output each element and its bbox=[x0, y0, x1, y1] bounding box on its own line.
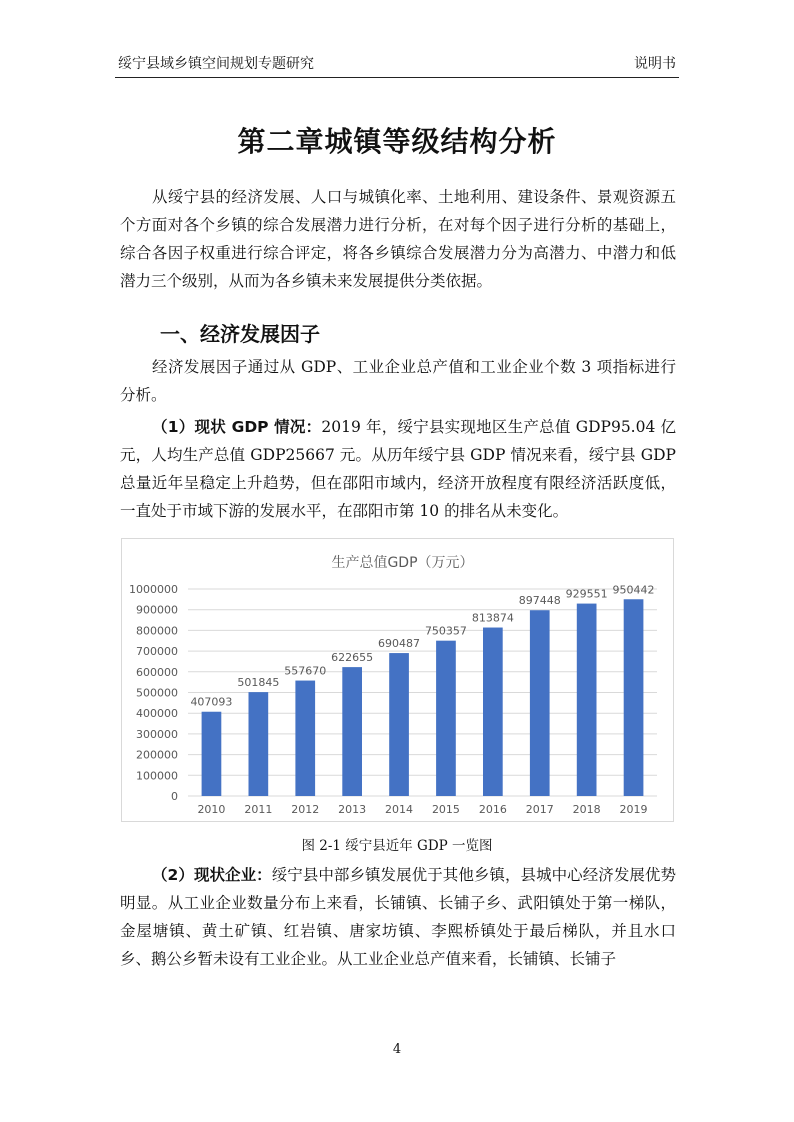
data-label: 897448 bbox=[518, 594, 561, 608]
data-label: 690487 bbox=[378, 637, 421, 651]
header-title: 绥宁县域乡镇空间规划专题研究 bbox=[118, 56, 314, 72]
bar bbox=[249, 692, 269, 796]
figure-caption: 图 2-1 绥宁县近年 GDP 一览图 bbox=[301, 838, 493, 854]
x-tick-label: 2017 bbox=[525, 803, 554, 816]
data-label: 950442 bbox=[612, 583, 655, 597]
data-label: 407093 bbox=[190, 695, 233, 709]
bar bbox=[295, 681, 315, 796]
x-tick-label: 2015 bbox=[431, 803, 460, 816]
bar bbox=[483, 628, 503, 796]
y-tick-label: 400000 bbox=[136, 707, 178, 721]
y-tick-label: 900000 bbox=[136, 603, 178, 617]
page-number: 4 bbox=[392, 1042, 402, 1057]
data-label: 557670 bbox=[284, 664, 327, 678]
y-tick-label: 500000 bbox=[136, 686, 178, 700]
y-tick-label: 200000 bbox=[136, 748, 178, 762]
enterprise-paragraph bbox=[120, 861, 676, 973]
bar bbox=[202, 712, 222, 796]
bar bbox=[342, 667, 362, 796]
gdp-chart bbox=[121, 538, 674, 822]
x-tick-label: 2013 bbox=[338, 803, 367, 816]
bar bbox=[530, 610, 550, 796]
chapter-title: 第二章城镇等级结构分析 bbox=[237, 125, 557, 158]
header-doc-type: 说明书 bbox=[634, 56, 676, 72]
section-heading: 一、经济发展因子 bbox=[160, 322, 320, 346]
enterprise-lead: （2）现状企业： bbox=[152, 866, 272, 884]
x-tick-label: 2010 bbox=[197, 803, 226, 816]
bar bbox=[389, 653, 409, 796]
x-tick-label: 2019 bbox=[619, 803, 648, 816]
bar bbox=[436, 641, 456, 796]
y-tick-label: 100000 bbox=[136, 769, 178, 783]
bar bbox=[577, 604, 597, 796]
gdp-paragraph bbox=[120, 413, 676, 525]
x-tick-label: 2011 bbox=[244, 803, 273, 816]
y-tick-label: 700000 bbox=[136, 645, 178, 659]
x-tick-label: 2012 bbox=[291, 803, 320, 816]
gdp-bar-chart bbox=[122, 539, 675, 823]
data-label: 813874 bbox=[471, 611, 514, 625]
y-tick-label: 800000 bbox=[136, 624, 178, 638]
y-tick-label: 600000 bbox=[136, 665, 178, 679]
data-label: 622655 bbox=[331, 651, 374, 665]
data-label: 501845 bbox=[237, 676, 280, 690]
enterprise-text: 绥宁县中部乡镇发展优于其他乡镇，县城中心经济发展优势明显。从工业企业数量分布上来看，长铺镇、长铺子乡、武阳镇处于第一梯队，金屋塘镇、黄土矿镇、红岩镇、唐家坊镇、李熙桥镇处于最后梯队，并且水口乡、鹅公乡暂未设有工业企业。从工业企业总产值来看，长铺镇、长铺子 bbox=[120, 866, 676, 968]
gdp-text: 2019 年，绥宁县实现地区生产总值 GDP95.04 亿元，人均生产总值 GDP25667 元。从历年绥宁县 GDP 情况来看，绥宁县 GDP 总量近年呈稳定上升趋势，但在邵阳市域内，经济开放程度有限经济活跃度低，一直处于市域下游的发展水平，在邵阳市第 10 的排名从未变化。 bbox=[120, 418, 676, 520]
bar bbox=[624, 599, 644, 796]
chart-title: 生产总值GDP（万元） bbox=[331, 555, 474, 571]
data-label: 929551 bbox=[565, 587, 608, 601]
y-tick-label: 0 bbox=[171, 790, 178, 803]
x-tick-label: 2016 bbox=[478, 803, 507, 816]
header-rule bbox=[115, 77, 679, 78]
x-tick-label: 2018 bbox=[572, 803, 601, 816]
y-tick-label: 1000000 bbox=[129, 583, 178, 596]
y-tick-label: 300000 bbox=[136, 727, 178, 741]
x-tick-label: 2014 bbox=[385, 803, 414, 816]
gdp-lead: （1）现状 GDP 情况： bbox=[152, 418, 322, 436]
intro-paragraph: 从绥宁县的经济发展、人口与城镇化率、土地利用、建设条件、景观资源五个方面对各个乡镇的综合发展潜力进行分析，在对每个因子进行分析的基础上，综合各因子权重进行综合评定，将各乡镇综合发展潜力分为高潜力、中潜力和低潜力三个级别，从而为各乡镇未来发展提供分类依据。 bbox=[120, 188, 676, 290]
section-paragraph: 经济发展因子通过从 GDP、工业企业总产值和工业企业个数 3 项指标进行分析。 bbox=[120, 358, 676, 404]
data-label: 750357 bbox=[424, 624, 467, 638]
